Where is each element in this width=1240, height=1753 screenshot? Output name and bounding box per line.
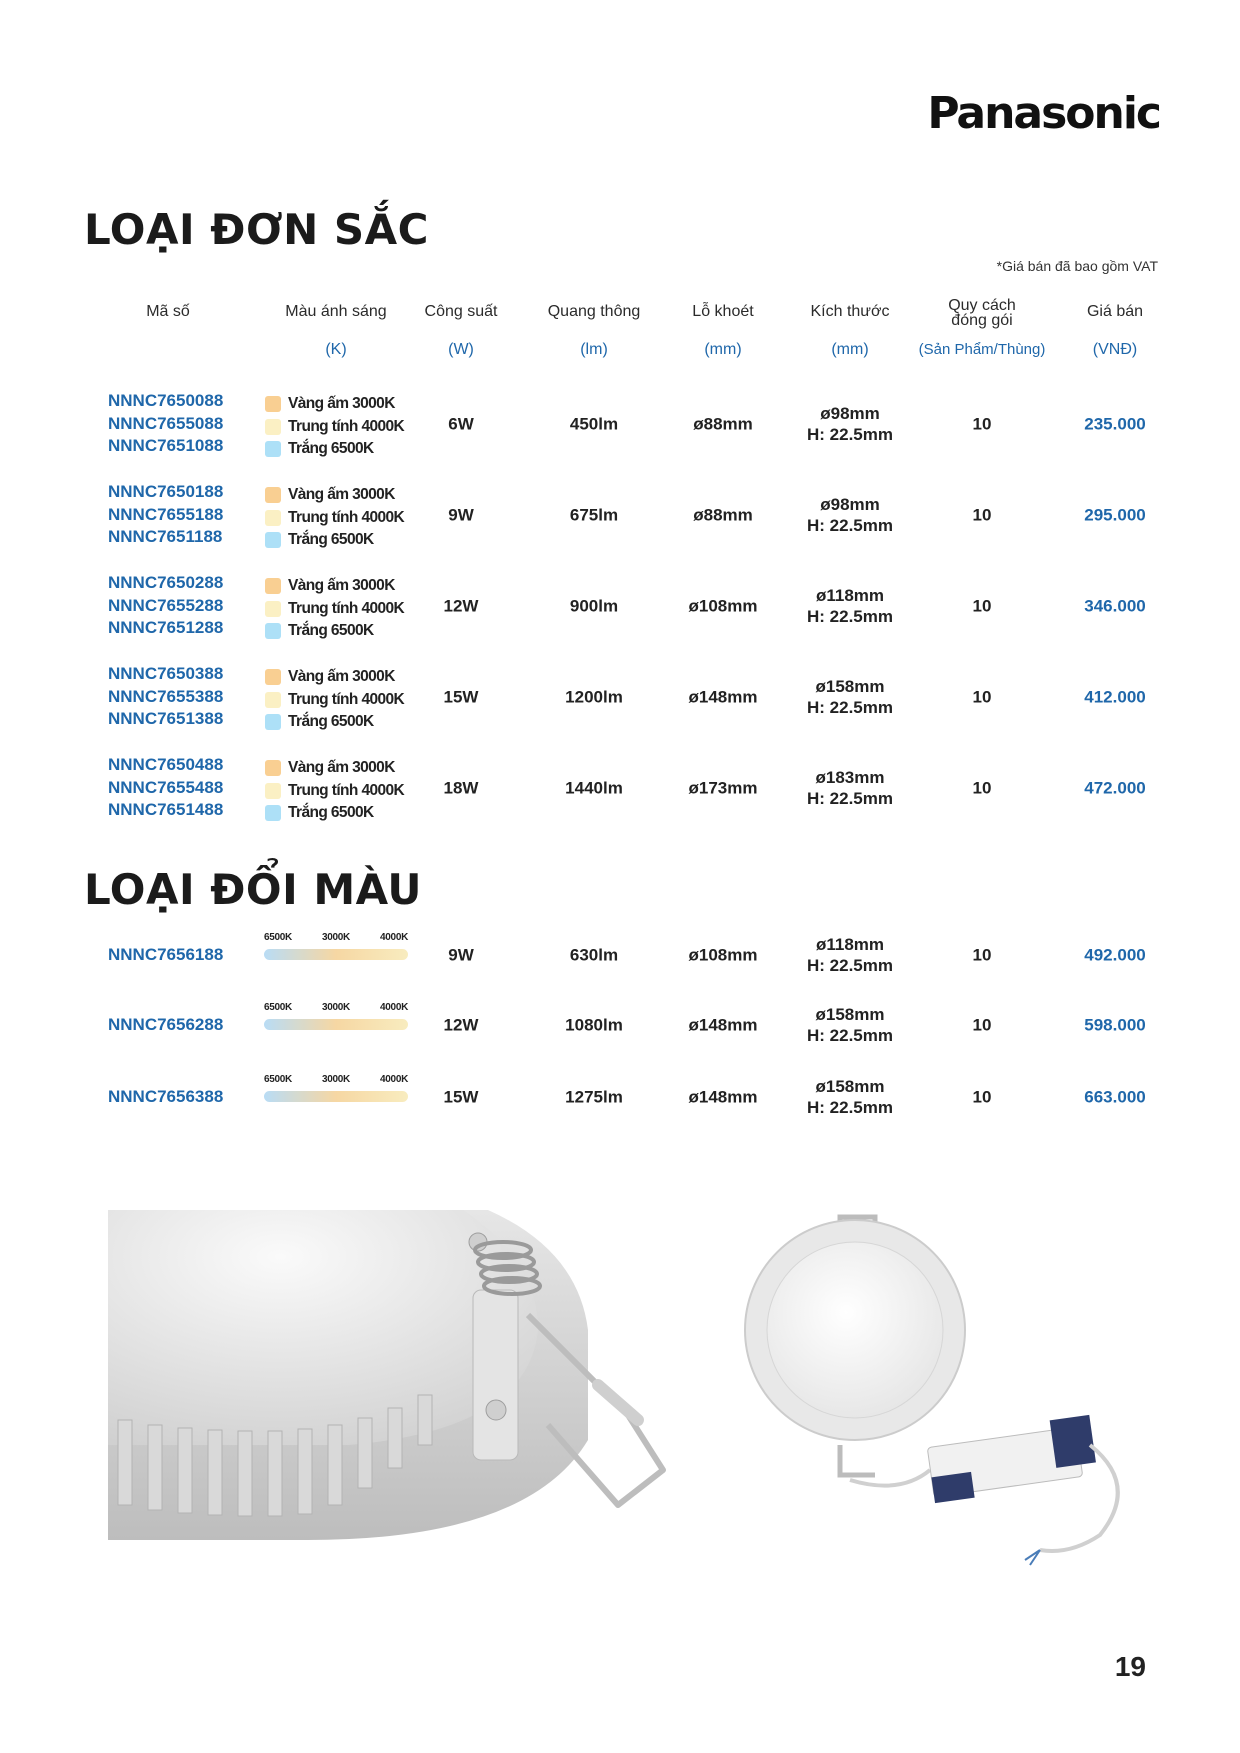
cutout-value: ø173mm [688, 778, 758, 798]
table-row [0, 1067, 1240, 1127]
light-color-list [265, 757, 404, 825]
light-color-item [265, 529, 404, 552]
size-diameter: ø158mm [815, 1005, 885, 1024]
cutout-value: ø148mm [688, 1087, 758, 1107]
product-code: NNNC7655288 [108, 595, 224, 615]
color-swatch [265, 692, 281, 708]
product-code: NNNC7655488 [108, 777, 224, 797]
cct-label: 6500K [264, 1074, 292, 1085]
lumen-value: 675lm [569, 505, 619, 525]
product-code: NNNC7651388 [108, 709, 224, 728]
header-size: Kích thước [810, 303, 890, 320]
cct-gradient-bar [264, 1091, 408, 1102]
cct-label: 3000K [322, 1074, 350, 1085]
cutout-value: ø148mm [688, 687, 758, 707]
light-color-label: Trung tính 4000K [288, 599, 405, 617]
size-diameter: ø158mm [815, 1077, 885, 1096]
light-color-item [265, 620, 404, 643]
header-price: Giá bán [1086, 303, 1144, 320]
light-color-label: Trung tính 4000K [288, 690, 405, 708]
section-title-mono: LOẠI ĐƠN SẮC [84, 205, 429, 254]
cct-range [264, 932, 408, 960]
color-swatch [265, 783, 281, 799]
power-value: 12W [443, 596, 479, 616]
light-color-item [265, 802, 404, 825]
size-value [807, 1004, 893, 1046]
product-code: NNNC7651088 [108, 436, 224, 455]
light-color-label: Vàng ấm 3000K [288, 486, 395, 503]
unit-size: (mm) [831, 341, 869, 358]
unit-color: (K) [325, 341, 347, 358]
cct-label: 3000K [322, 1002, 350, 1013]
product-code: NNNC7650488 [108, 755, 224, 774]
light-color-item [265, 780, 404, 803]
unit-cutout: (mm) [704, 341, 742, 358]
brand-logo: Panasonic [927, 88, 1160, 139]
size-value [807, 403, 893, 445]
light-color-item [265, 757, 404, 780]
cct-label: 4000K [380, 1074, 408, 1085]
color-swatch [265, 396, 281, 412]
pack-value: 10 [972, 1015, 992, 1035]
price-value: 598.000 [1084, 1015, 1146, 1035]
table-row [0, 390, 1240, 470]
lumen-value: 1440lm [565, 778, 623, 798]
header-color: Màu ánh sáng [285, 303, 387, 320]
light-color-label: Trắng 6500K [288, 531, 374, 548]
size-diameter: ø118mm [815, 935, 885, 954]
size-diameter: ø98mm [820, 404, 880, 423]
color-swatch [265, 601, 281, 617]
power-value: 15W [443, 687, 479, 707]
light-color-item [265, 711, 404, 734]
light-color-label: Trắng 6500K [288, 440, 374, 457]
cct-labels [264, 1074, 408, 1085]
product-code: NNNC7650188 [108, 482, 224, 501]
cutout-value: ø88mm [693, 505, 753, 525]
table-row [0, 754, 1240, 834]
color-swatch [265, 487, 281, 503]
light-color-list [265, 666, 404, 734]
cct-label: 4000K [380, 1002, 408, 1013]
section-title-cct: LOẠI ĐỔI MÀU [84, 865, 422, 914]
light-color-item [265, 575, 404, 598]
product-code: NNNC7651288 [108, 618, 224, 637]
product-code: NNNC7655188 [108, 504, 224, 524]
size-height: H: 22.5mm [807, 1026, 893, 1045]
unit-lumen: (lm) [580, 341, 608, 358]
light-color-label: Vàng ấm 3000K [288, 668, 395, 685]
price-value: 663.000 [1084, 1087, 1146, 1107]
product-code: NNNC7651488 [108, 800, 224, 819]
table-row [0, 663, 1240, 743]
size-value [807, 934, 893, 976]
cct-range [264, 1002, 408, 1030]
cct-labels [264, 932, 408, 943]
size-height: H: 22.5mm [807, 425, 893, 444]
cct-gradient-bar [264, 1019, 408, 1030]
price-value: 295.000 [1084, 505, 1146, 525]
light-color-item [265, 598, 404, 621]
lumen-value: 450lm [569, 414, 619, 434]
product-code: NNNC7650388 [108, 664, 224, 683]
price-value: 346.000 [1084, 596, 1146, 616]
light-color-list [265, 575, 404, 643]
table-row [0, 925, 1240, 985]
light-color-item [265, 484, 404, 507]
cutout-value: ø108mm [688, 945, 758, 965]
pack-value: 10 [972, 778, 992, 798]
unit-pack: (Sản Phẩm/Thùng) [918, 341, 1046, 358]
color-swatch [265, 714, 281, 730]
size-height: H: 22.5mm [807, 956, 893, 975]
light-color-item [265, 507, 404, 530]
price-value: 235.000 [1084, 414, 1146, 434]
product-codes [108, 481, 223, 549]
product-codes [108, 754, 223, 822]
power-value: 9W [448, 505, 474, 525]
unit-power: (W) [448, 341, 474, 358]
product-codes [108, 663, 223, 731]
light-color-list [265, 484, 404, 552]
cct-label: 3000K [322, 932, 350, 943]
product-code: NNNC7655388 [108, 686, 224, 706]
color-swatch [265, 760, 281, 776]
pack-value: 10 [972, 945, 992, 965]
lumen-value: 900lm [569, 596, 619, 616]
light-color-label: Trung tính 4000K [288, 781, 405, 799]
size-diameter: ø118mm [815, 586, 885, 605]
pack-value: 10 [972, 596, 992, 616]
light-color-label: Trung tính 4000K [288, 508, 405, 526]
size-value [807, 494, 893, 536]
size-height: H: 22.5mm [807, 1098, 893, 1117]
cct-label: 6500K [264, 932, 292, 943]
pack-value: 10 [972, 414, 992, 434]
header-cutout: Lỗ khoét [692, 303, 754, 320]
product-code: NNNC7650088 [108, 391, 224, 410]
light-color-item [265, 689, 404, 712]
color-swatch [265, 578, 281, 594]
cutout-value: ø108mm [688, 596, 758, 616]
light-color-label: Trắng 6500K [288, 713, 374, 730]
product-code: NNNC7651188 [108, 527, 223, 546]
table-row [0, 572, 1240, 652]
downlight-with-driver-image [740, 1205, 1120, 1585]
lumen-value: 1275lm [565, 1087, 623, 1107]
lumen-value: 1080lm [565, 1015, 623, 1035]
pack-value: 10 [972, 505, 992, 525]
color-swatch [265, 532, 281, 548]
light-color-item [265, 416, 404, 439]
light-color-label: Vàng ấm 3000K [288, 395, 395, 412]
size-value [807, 585, 893, 627]
unit-price: (VNĐ) [1092, 341, 1138, 358]
color-swatch [265, 669, 281, 685]
power-value: 12W [443, 1015, 479, 1035]
light-color-label: Trắng 6500K [288, 804, 374, 821]
light-color-item [265, 438, 404, 461]
size-diameter: ø183mm [815, 768, 885, 787]
light-color-label: Trung tính 4000K [288, 417, 405, 435]
light-color-label: Vàng ấm 3000K [288, 759, 395, 776]
size-value [807, 676, 893, 718]
size-value [807, 1076, 893, 1118]
light-color-label: Vàng ấm 3000K [288, 577, 395, 594]
size-height: H: 22.5mm [807, 698, 893, 717]
header-lumen: Quang thông [547, 303, 641, 320]
light-color-label: Trắng 6500K [288, 622, 374, 639]
light-color-list [265, 393, 404, 461]
size-height: H: 22.5mm [807, 516, 893, 535]
cct-range [264, 1074, 408, 1102]
power-value: 6W [448, 414, 474, 434]
lumen-value: 1200lm [565, 687, 623, 707]
power-value: 18W [443, 778, 479, 798]
light-color-item [265, 666, 404, 689]
cct-gradient-bar [264, 949, 408, 960]
cct-label: 4000K [380, 932, 408, 943]
product-code: NNNC7655088 [108, 413, 224, 433]
product-code: NNNC7656388 [108, 1087, 224, 1106]
product-code: NNNC7656288 [108, 1015, 224, 1034]
page-number: 19 [1114, 1651, 1146, 1682]
header-pack: Quy cách đóng gói [948, 297, 1016, 329]
header-power: Công suất [424, 303, 498, 320]
product-code: NNNC7650288 [108, 573, 224, 592]
cct-labels [264, 1002, 408, 1013]
product-code: NNNC7656188 [108, 945, 224, 964]
power-value: 9W [448, 945, 474, 965]
color-swatch [265, 419, 281, 435]
price-value: 412.000 [1084, 687, 1146, 707]
size-diameter: ø158mm [815, 677, 885, 696]
product-codes [108, 572, 223, 640]
cct-label: 6500K [264, 1002, 292, 1013]
pack-value: 10 [972, 1087, 992, 1107]
table-row [0, 995, 1240, 1055]
product-codes [108, 390, 223, 458]
pack-value: 10 [972, 687, 992, 707]
size-height: H: 22.5mm [807, 607, 893, 626]
price-value: 492.000 [1084, 945, 1146, 965]
price-value: 472.000 [1084, 778, 1146, 798]
table-row [0, 481, 1240, 561]
header-code: Mã số [146, 303, 190, 320]
power-value: 15W [443, 1087, 479, 1107]
downlight-closeup-image [108, 1210, 668, 1540]
size-height: H: 22.5mm [807, 789, 893, 808]
color-swatch [265, 441, 281, 457]
vat-note: *Giá bán đã bao gồm VAT [996, 258, 1158, 274]
color-swatch [265, 623, 281, 639]
size-value [807, 767, 893, 809]
light-color-item [265, 393, 404, 416]
color-swatch [265, 805, 281, 821]
cutout-value: ø88mm [693, 414, 753, 434]
lumen-value: 630lm [569, 945, 619, 965]
cutout-value: ø148mm [688, 1015, 758, 1035]
size-diameter: ø98mm [820, 495, 880, 514]
color-swatch [265, 510, 281, 526]
